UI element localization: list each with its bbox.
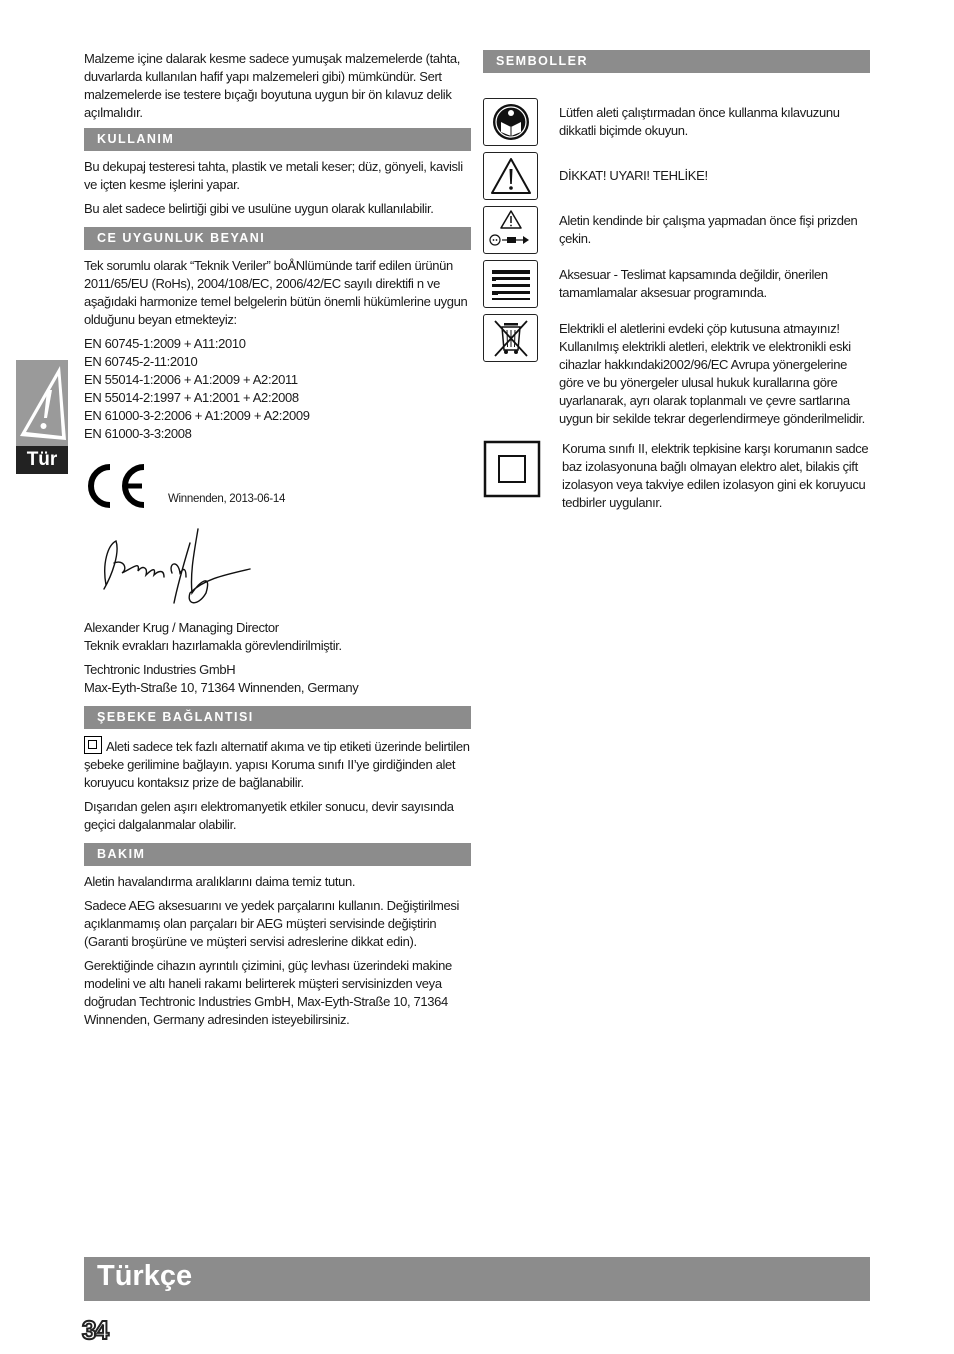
protection-class-2-icon	[84, 736, 102, 754]
ce-section	[84, 227, 471, 697]
blades-accessory-icon	[483, 260, 538, 308]
symbol-row	[483, 440, 870, 518]
symbol-row	[483, 260, 870, 308]
ce-mark-icon	[84, 461, 150, 511]
authorized-text: Teknik evrakları hazırlamakla görevlendirilmiştir.	[84, 638, 342, 653]
ce-mark-row	[84, 461, 471, 511]
mains-paragraph-2: Dışarıdan gelen aşırı elektromanyetik etkiler sonucu, devir sayısında geçici dalgalanmalar olabilir.	[84, 799, 454, 832]
symbol-text: Koruma sınıfı II, elektrik tepkisine karşı korumanın sadce baz izolasyonuna bağlı olmayan elektro alet, bilakis çift izolasyon veya takviye edilen izolasyon gini ek koruyucu tedbirler uygulanır.	[562, 441, 869, 510]
plunge-cut-paragraph: Malzeme içine dalarak kesme sadece yumuşak malzemelerde (tahta, duvarlarda kullanılan hafif yapı malzemeleri gibi) mümkündür. Sert malzemelerde ise testere bıçağı boyutuna uygun bir ön kılavuz delik açılmalıdır.	[84, 51, 461, 120]
usage-section	[84, 128, 471, 218]
language-title: Türkçe	[97, 1260, 193, 1292]
language-tab	[16, 360, 68, 474]
symbol-row	[483, 98, 870, 146]
symbol-row	[483, 206, 870, 254]
warning-triangle-icon	[483, 152, 538, 200]
maintenance-paragraph-3: Gerektiğinde cihazın ayrıntılı çizimini, güç levhası üzerindeki makine modelini ve altı haneli rakamı belirterek müşteri servisinizden veya doğrudan Techtronic Industries GmbH, Max-Eyth-Straße 10, 71364 Winnenden, Germany adresinden isteyebilirsiniz.	[84, 958, 452, 1027]
mains-paragraph-1	[84, 736, 471, 792]
symbol-text: Elektrikli el aletlerini evdeki çöp kutusuna atmayınız! Kullanılmış elektrikli aletleri, elektrik ve elektronikli eski cihazlar hakkındaki2002/96/EC Avrupa yönergelerine göre ve bu yönergeler ulusal hukuk kurallarına göre uyarlanarak, ayrı olarak toplanmalı ve çevre sartlarına uygun bir sekilde tekrar degerlendirmeye gönderilmelidir.	[559, 321, 865, 426]
maintenance-paragraph-1: Aletin havalandırma aralıklarını daima temiz tutun.	[84, 874, 356, 889]
symbols-header: SEMBOLLER	[483, 50, 870, 73]
usage-paragraph-2: Bu alet sadece belirtiği gibi ve usulüne uygun olarak kullanılabilir.	[84, 201, 434, 216]
language-footer-bar	[84, 1257, 870, 1301]
left-column	[84, 50, 471, 1038]
company-name: Techtronic Industries GmbH	[84, 662, 236, 677]
page-number: 34	[82, 1315, 107, 1345]
standard-item: EN 60745-2-11:2010	[84, 354, 198, 369]
usage-paragraph-1: Bu dekupaj testeresi tahta, plastik ve metali keser; düz, gönyeli, kavisli ve içten kesme işlerini yapar.	[84, 159, 463, 192]
signature	[94, 523, 264, 613]
symbol-row	[483, 314, 870, 434]
symbol-text: DİKKAT! UYARI! TEHLİKE!	[559, 168, 708, 183]
weee-bin-icon	[483, 314, 538, 362]
language-tab-label: Tür	[16, 446, 68, 474]
standard-item: EN 61000-3-3:2008	[84, 426, 192, 441]
symbol-text: Lütfen aleti çalıştırmadan önce kullanma kılavuzunu dikkatli biçimde okuyun.	[559, 105, 840, 138]
signer-name: Alexander Krug / Managing Director	[84, 620, 279, 635]
protection-class-2-icon	[483, 440, 541, 498]
symbol-text: Aletin kendinde bir çalışma yapmadan önce fişi prizden çekin.	[559, 213, 858, 246]
mains-header: ŞEBEKE BAĞLANTISI	[84, 706, 471, 729]
standards-list	[84, 335, 471, 443]
ce-declaration: Tek sorumlu olarak “Teknik Veriler” boÅNlümünde tarif edilen ürünün 2011/65/EU (RoHs), 2004/108/EC, 2006/42/EC sayılı direktifi n ve aşağıdaki harmonize temel belgelerin bütün önemli hükümlerine uygun olduğunu beyan etmekteyiz:	[84, 258, 468, 327]
maintenance-header: BAKIM	[84, 843, 471, 866]
read-manual-icon	[483, 98, 538, 146]
symbol-row	[483, 152, 870, 200]
standard-item: EN 60745-1:2009 + A11:2010	[84, 336, 246, 351]
mains-paragraph-1-text: Aleti sadece tek fazlı alternatif akıma ve tip etiketi üzerinde belirtilen şebeke gerilimine bağlayın. yapısı Koruma sınıfı II’ye girdiğinden alet koruyucu kontaksız prize de bağlanabilir.	[84, 739, 470, 790]
maintenance-section	[84, 843, 471, 1029]
standard-item: EN 55014-2:1997 + A1:2001 + A2:2008	[84, 390, 299, 405]
symbol-text: Aksesuar - Teslimat kapsamında değildir, önerilen tamamlamalar aksesuar programında.	[559, 267, 828, 300]
company-address: Max-Eyth-Straße 10, 71364 Winnenden, Germany	[84, 680, 359, 695]
maintenance-paragraph-2: Sadece AEG aksesuarını ve yedek parçalarını kullanın. Değiştirilmesi açıklanmamış olan parçaları bir AEG müşteri servisinde değiştirin (Garanti broşürüne ve müşteri servisi adreslerine dikkat edin).	[84, 898, 460, 949]
place-date: Winnenden, 2013-06-14	[168, 493, 286, 505]
warning-tab-icon	[16, 360, 68, 446]
mains-section	[84, 706, 471, 834]
standard-item: EN 61000-3-2:2006 + A1:2009 + A2:2009	[84, 408, 310, 423]
standard-item: EN 55014-1:2006 + A1:2009 + A2:2011	[84, 372, 298, 387]
unplug-icon	[483, 206, 538, 254]
right-column	[483, 50, 870, 524]
usage-header: KULLANIM	[84, 128, 471, 151]
ce-header: CE UYGUNLUK BEYANI	[84, 227, 471, 250]
